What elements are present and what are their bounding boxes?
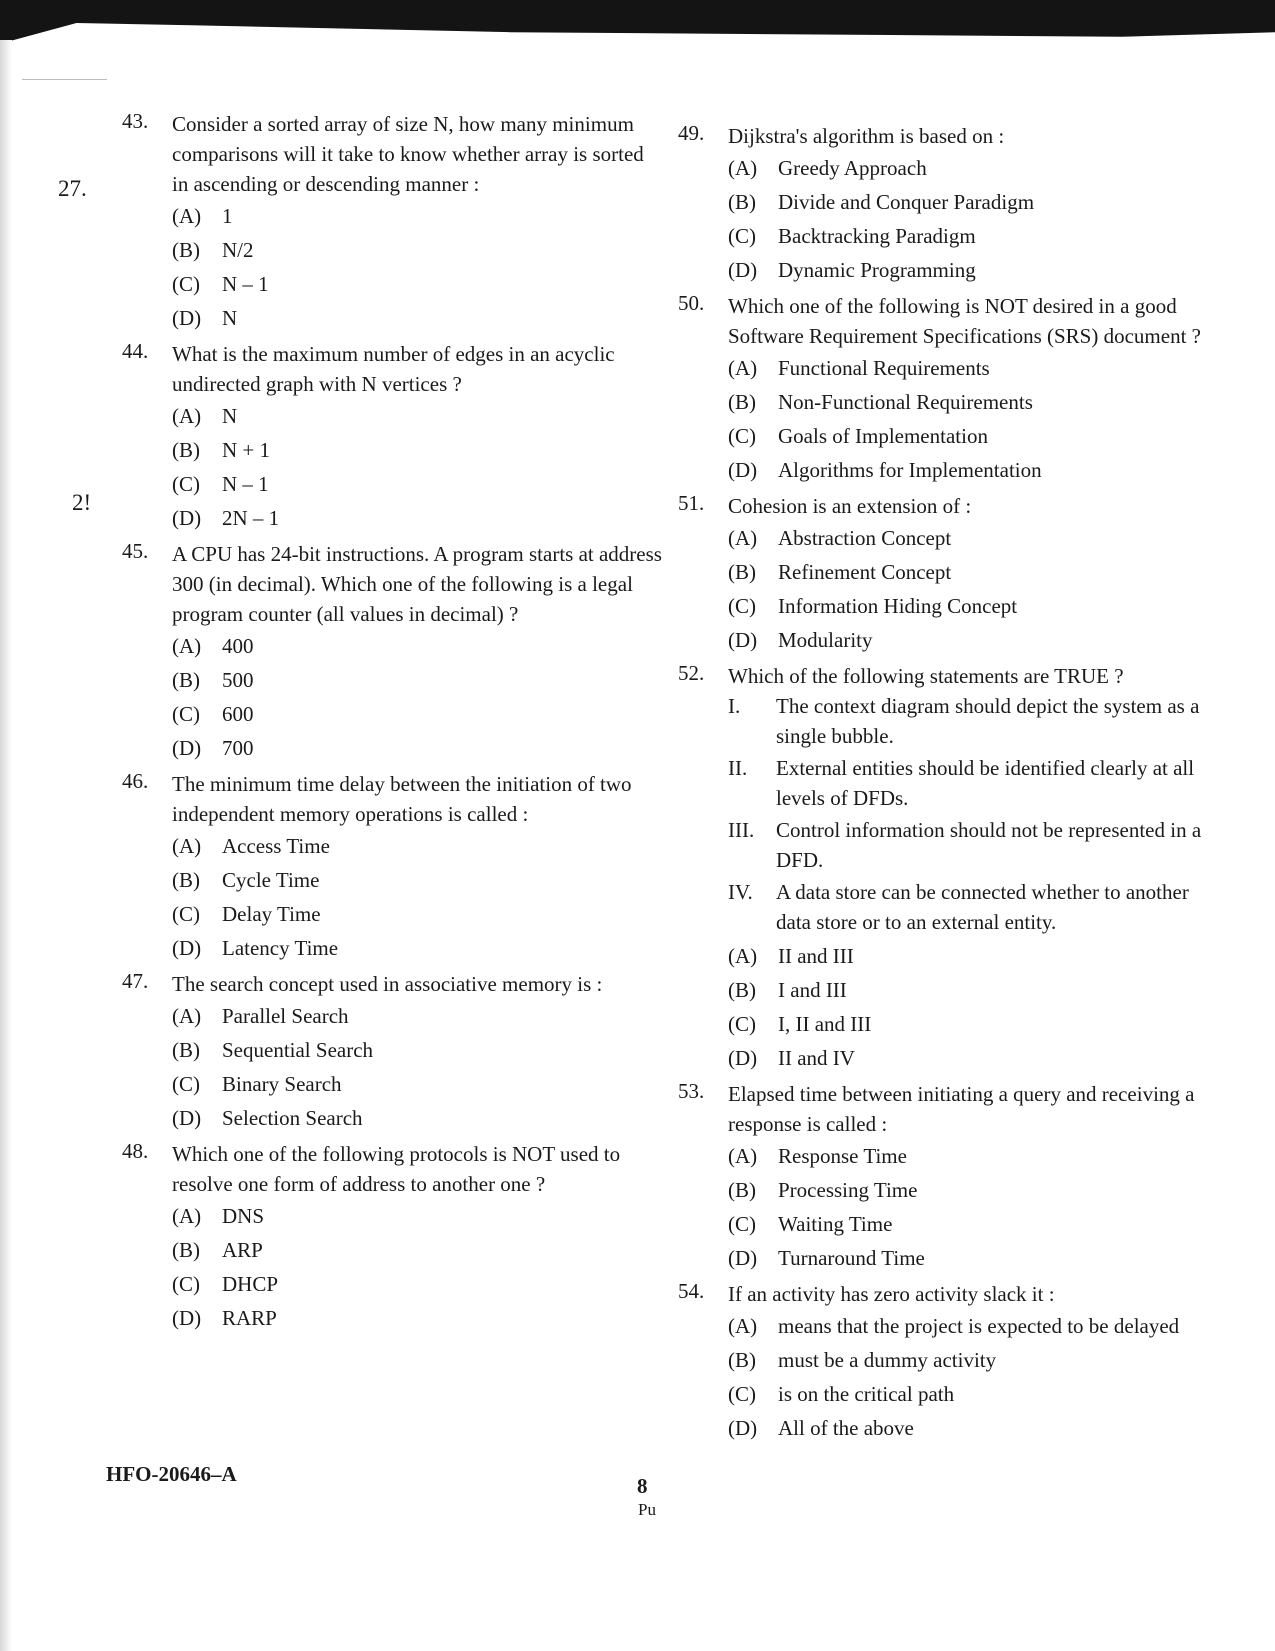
option-text: Greedy Approach: [778, 156, 927, 180]
question-number: 54.: [678, 1279, 705, 1303]
option-letter: (B): [728, 390, 756, 414]
option-text: DHCP: [222, 1272, 279, 1296]
question-text: A CPU has 24-bit instructions. A program starts at address 300 (in decimal). Which one of the following is a legal program counter (all values in decimal) ?: [172, 542, 662, 626]
option-text: ARP: [222, 1238, 263, 1262]
question-text: Dijkstra's algorithm is based on :: [728, 124, 1005, 148]
option-text: Sequential Search: [222, 1038, 374, 1062]
statement: [728, 691, 1218, 751]
option-text: Non-Functional Requirements: [778, 390, 1033, 414]
option: [728, 1343, 1218, 1377]
option-letter: (B): [172, 438, 200, 462]
statement: [728, 753, 1218, 813]
option: [728, 1139, 1218, 1173]
option-text: Response Time: [778, 1144, 907, 1168]
question-text: What is the maximum number of edges in an acyclic undirected graph with N vertices ?: [172, 342, 615, 396]
option-letter: (C): [172, 272, 200, 296]
option-text: I and III: [778, 978, 847, 1002]
page-number: 8: [637, 1474, 648, 1498]
option: [728, 1041, 1218, 1075]
option: [728, 589, 1218, 623]
option: [728, 453, 1218, 487]
option: [728, 385, 1218, 419]
option-text: Modularity: [778, 628, 873, 652]
question-text: Which one of the following is NOT desired in a good Software Requirement Specifications (SRS) document ?: [728, 294, 1201, 348]
option-letter: (C): [728, 1382, 756, 1406]
option-letter: (A): [172, 204, 202, 228]
question-text: Which of the following statements are TRUE ?: [728, 664, 1124, 688]
option: [728, 1411, 1218, 1445]
statement-number: III.: [728, 818, 755, 842]
statement-number: IV.: [728, 880, 753, 904]
option-letter: (A): [728, 526, 758, 550]
option-letter: (C): [172, 1072, 200, 1096]
right-column: [678, 121, 1218, 1449]
statement-text: The context diagram should depict the system as a single bubble.: [776, 694, 1200, 748]
option: [172, 897, 662, 931]
option-text: 700: [222, 736, 254, 760]
scan-top-band: [0, 0, 1275, 46]
statement-number: I.: [728, 694, 741, 718]
option-letter: (A): [728, 156, 758, 180]
statement-text: Control information should not be represented in a DFD.: [776, 818, 1202, 872]
option-letter: (D): [172, 506, 202, 530]
option-text: 2N – 1: [222, 506, 280, 530]
option: [728, 351, 1218, 385]
question-54: [678, 1279, 1218, 1445]
option-letter: (D): [728, 1416, 758, 1440]
option: [172, 233, 662, 267]
option: [728, 1309, 1218, 1343]
option-text: Parallel Search: [222, 1004, 349, 1028]
question-number: 44.: [122, 339, 149, 363]
option-letter: (C): [172, 472, 200, 496]
statement-text: A data store can be connected whether to another data store or to an external entity.: [776, 880, 1189, 934]
margin-note: 2!: [72, 490, 92, 515]
option-text: II and IV: [778, 1046, 855, 1070]
booklet-code: HFO-20646–A: [106, 1462, 237, 1486]
option-text: N/2: [222, 238, 254, 262]
option: [728, 419, 1218, 453]
option: [172, 999, 662, 1033]
question-number: 52.: [678, 661, 705, 685]
question-text: Which one of the following protocols is NOT used to resolve one form of address to another one ?: [172, 1142, 621, 1196]
option-text: RARP: [222, 1306, 277, 1330]
option: [172, 863, 662, 897]
question-number: 43.: [122, 109, 149, 133]
question-47: [122, 969, 662, 1135]
option-letter: (C): [172, 702, 200, 726]
question-43: [122, 109, 662, 335]
option: [172, 931, 662, 965]
option: [172, 433, 662, 467]
option: [172, 731, 662, 765]
option-text: Waiting Time: [778, 1212, 893, 1236]
option-text: Access Time: [222, 834, 330, 858]
question-text: Consider a sorted array of size N, how many minimum comparisons will it take to know whether array is sorted in ascending or descending manner :: [172, 112, 644, 196]
option: [172, 399, 662, 433]
option-text: 400: [222, 634, 254, 658]
option: [728, 1377, 1218, 1411]
question-number: 46.: [122, 769, 149, 793]
option-letter: (D): [728, 258, 758, 282]
option: [172, 1233, 662, 1267]
option-letter: (B): [172, 868, 200, 892]
option: [728, 219, 1218, 253]
option-letter: (C): [728, 1012, 756, 1036]
margin-note: 27.: [58, 176, 87, 201]
question-53: [678, 1079, 1218, 1275]
option: [172, 697, 662, 731]
option-letter: (D): [172, 1106, 202, 1130]
option: [172, 1267, 662, 1301]
option: [728, 973, 1218, 1007]
option-letter: (C): [728, 1212, 756, 1236]
option-text: II and III: [778, 944, 854, 968]
question-44: [122, 339, 662, 535]
option-letter: (D): [728, 628, 758, 652]
option-text: N – 1: [222, 272, 269, 296]
option: [728, 1007, 1218, 1041]
statement: [728, 815, 1218, 875]
option-text: means that the project is expected to be delayed: [778, 1314, 1180, 1338]
option-letter: (B): [728, 1348, 756, 1372]
question-52: [678, 661, 1218, 1075]
option-text: N: [222, 404, 238, 428]
option-letter: (D): [172, 936, 202, 960]
option-letter: (C): [728, 224, 756, 248]
statement: [728, 877, 1218, 937]
option-letter: (A): [728, 1144, 758, 1168]
option: [172, 301, 662, 335]
option: [172, 829, 662, 863]
option-text: Information Hiding Concept: [778, 594, 1018, 618]
option-letter: (A): [728, 1314, 758, 1338]
option-text: I, II and III: [778, 1012, 872, 1036]
option-text: N – 1: [222, 472, 269, 496]
option-text: 600: [222, 702, 254, 726]
option-letter: (B): [172, 238, 200, 262]
option: [728, 1173, 1218, 1207]
statement-text: External entities should be identified clearly at all levels of DFDs.: [776, 756, 1195, 810]
option: [728, 521, 1218, 555]
question-48: [122, 1139, 662, 1335]
option-letter: (A): [728, 356, 758, 380]
option-text: Latency Time: [222, 936, 339, 960]
option-text: Cycle Time: [222, 868, 320, 892]
question-number: 53.: [678, 1079, 705, 1103]
question-51: [678, 491, 1218, 657]
question-46: [122, 769, 662, 965]
question-text: Elapsed time between initiating a query and receiving a response is called :: [728, 1082, 1195, 1136]
option: [172, 1199, 662, 1233]
option-letter: (D): [728, 458, 758, 482]
option: [172, 1101, 662, 1135]
question-number: 48.: [122, 1139, 149, 1163]
option: [172, 467, 662, 501]
option-text: Divide and Conquer Paradigm: [778, 190, 1035, 214]
option-text: Goals of Implementation: [778, 424, 988, 448]
option-letter: (C): [728, 424, 756, 448]
question-49: [678, 121, 1218, 287]
question-number: 50.: [678, 291, 705, 315]
option-text: must be a dummy activity: [778, 1348, 997, 1372]
option-letter: (D): [728, 1246, 758, 1270]
option: [728, 939, 1218, 973]
option: [172, 1033, 662, 1067]
option-text: N + 1: [222, 438, 271, 462]
option-text: Abstraction Concept: [778, 526, 952, 550]
option-letter: (D): [172, 306, 202, 330]
option-text: DNS: [222, 1204, 265, 1228]
option: [728, 253, 1218, 287]
option-text: Turnaround Time: [778, 1246, 925, 1270]
option-letter: (A): [172, 1204, 202, 1228]
option: [172, 199, 662, 233]
left-column: [122, 109, 662, 1339]
question-number: 49.: [678, 121, 705, 145]
option: [728, 1241, 1218, 1275]
option-text: Processing Time: [778, 1178, 918, 1202]
option: [172, 267, 662, 301]
option: [172, 1301, 662, 1335]
option-letter: (B): [172, 1238, 200, 1262]
option-letter: (B): [728, 978, 756, 1002]
question-text: The minimum time delay between the initiation of two independent memory operations is called :: [172, 772, 632, 826]
option-letter: (D): [172, 736, 202, 760]
option-letter: (B): [172, 1038, 200, 1062]
option-text: N: [222, 306, 238, 330]
option-text: Functional Requirements: [778, 356, 990, 380]
option-letter: (A): [172, 634, 202, 658]
scan-left-edge: [0, 40, 12, 1651]
option: [172, 629, 662, 663]
option-letter: (C): [172, 902, 200, 926]
option-text: Dynamic Programming: [778, 258, 976, 282]
option-letter: (A): [728, 944, 758, 968]
option: [728, 185, 1218, 219]
question-number: 45.: [122, 539, 149, 563]
option: [728, 151, 1218, 185]
statement-number: II.: [728, 756, 748, 780]
question-text: The search concept used in associative memory is :: [172, 972, 603, 996]
option: [172, 1067, 662, 1101]
option-letter: (B): [728, 560, 756, 584]
option-text: Backtracking Paradigm: [778, 224, 976, 248]
option-text: Delay Time: [222, 902, 321, 926]
option-letter: (D): [172, 1306, 202, 1330]
option: [728, 1207, 1218, 1241]
option-letter: (B): [728, 1178, 756, 1202]
option-letter: (D): [728, 1046, 758, 1070]
page-mark: Pu: [638, 1500, 656, 1519]
question-45: [122, 539, 662, 765]
option-text: is on the critical path: [778, 1382, 955, 1406]
question-text: If an activity has zero activity slack it :: [728, 1282, 1055, 1306]
option-text: All of the above: [778, 1416, 914, 1440]
question-number: 47.: [122, 969, 149, 993]
question-number: 51.: [678, 491, 705, 515]
option: [172, 663, 662, 697]
option-letter: (B): [728, 190, 756, 214]
option: [172, 501, 662, 535]
option-text: 500: [222, 668, 254, 692]
option-text: 1: [222, 204, 233, 228]
option-letter: (A): [172, 404, 202, 428]
option-letter: (B): [172, 668, 200, 692]
option-letter: (A): [172, 1004, 202, 1028]
question-text: Cohesion is an extension of :: [728, 494, 972, 518]
option-text: Refinement Concept: [778, 560, 952, 584]
option-letter: (A): [172, 834, 202, 858]
option-text: Algorithms for Implementation: [778, 458, 1042, 482]
option-letter: (C): [172, 1272, 200, 1296]
option: [728, 623, 1218, 657]
option: [728, 555, 1218, 589]
option-text: Selection Search: [222, 1106, 363, 1130]
question-50: [678, 291, 1218, 487]
scan-corner-line: [22, 79, 107, 80]
option-letter: (C): [728, 594, 756, 618]
option-text: Binary Search: [222, 1072, 342, 1096]
